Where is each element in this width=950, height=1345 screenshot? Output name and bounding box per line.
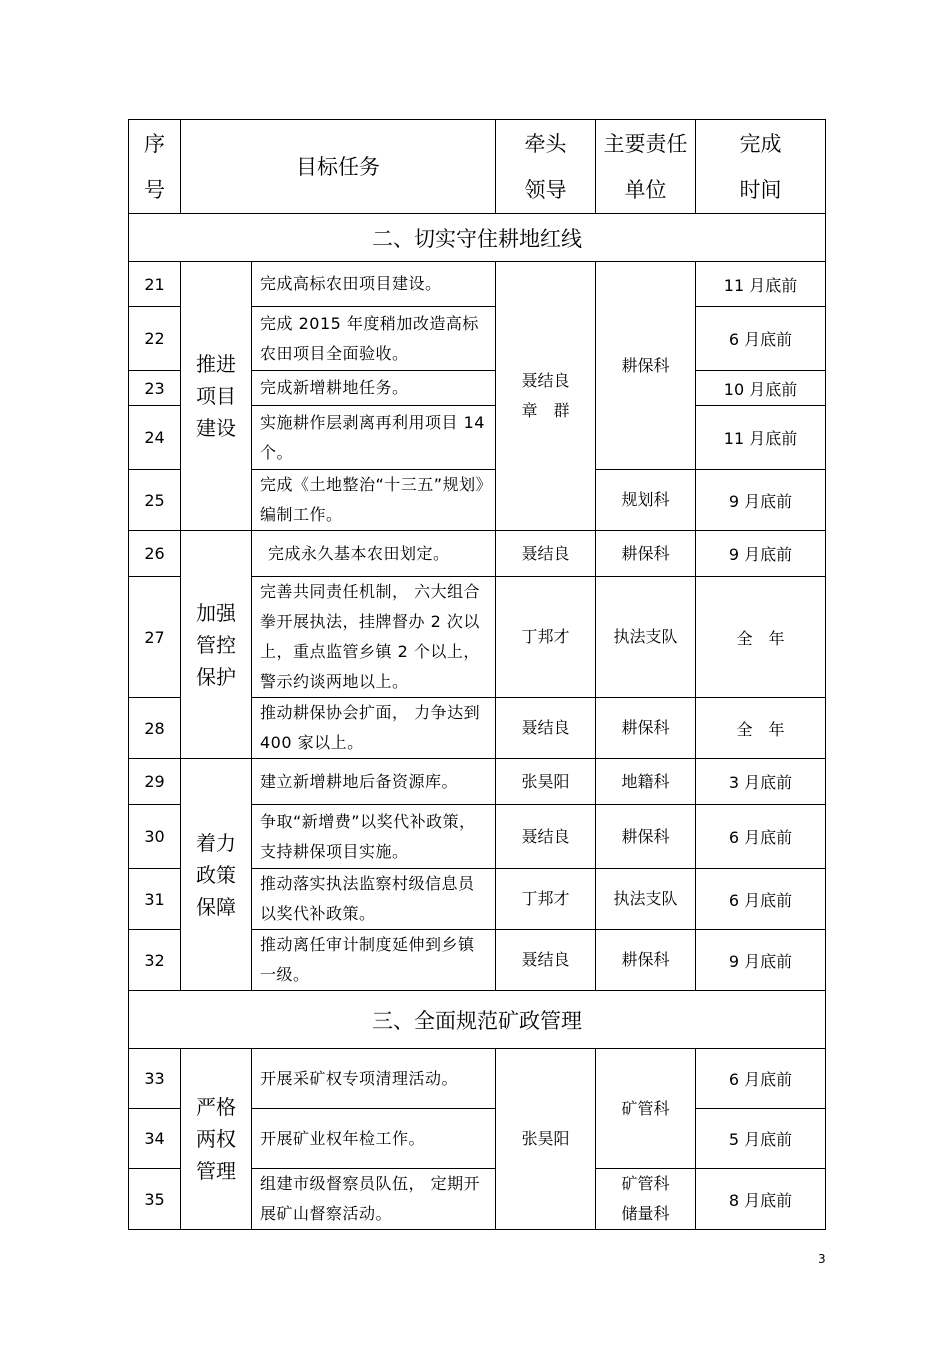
row-number: 30 [129,805,181,869]
group-label-line: 着力 [196,830,236,855]
task-text: 完成《土地整治“十三五”规划》编制工作。 [252,470,496,531]
task-text: 争取“新增费”以奖代补政策，支持耕保项目实施。 [252,805,496,869]
group-label-line: 推进 [196,352,236,376]
section-row [129,214,826,262]
lead-cell: 张昊阳 [496,1049,596,1230]
group-label-line: 建设 [196,416,236,440]
task-text: 实施耕作层剥离再利用项目 14 个。 [252,406,496,470]
row-number: 34 [129,1109,181,1169]
lead-cell [496,262,596,531]
time-cell: 8 月底前 [696,1169,826,1230]
group-label-line: 项目 [196,384,236,408]
row-number: 33 [129,1049,181,1109]
task-text: 推动耕保协会扩面， 力争达到 400 家以上。 [252,698,496,759]
lead-cell: 聂结良 [496,930,596,991]
time-cell: 9 月底前 [696,531,826,577]
task-text: 推动落实执法监察村级信息员以奖代补政策。 [252,869,496,930]
section-title: 三、全面规范矿政管理 [129,991,826,1049]
lead-name: 章 群 [521,401,570,420]
group-label-line: 严格 [196,1095,236,1119]
unit-line: 矿管科 [621,1174,670,1193]
time-cell: 全 年 [696,698,826,759]
lead-cell: 聂结良 [496,805,596,869]
table-row [129,531,826,577]
lead-cell: 聂结良 [496,531,596,577]
lead-cell: 丁邦才 [496,869,596,930]
group-label-line: 保障 [196,894,236,919]
unit-line: 储量科 [621,1204,670,1223]
time-cell: 9 月底前 [696,470,826,531]
row-number: 23 [129,371,181,406]
task-text: 建立新增耕地后备资源库。 [252,759,496,805]
section-title: 二、切实守住耕地红线 [129,214,826,262]
unit-cell: 规划科 [596,470,696,531]
row-number: 32 [129,930,181,991]
group-label [181,1049,252,1230]
task-text: 完成 2015 年度稍加改造高标农田项目全面验收。 [252,307,496,371]
lead-name: 聂结良 [521,371,570,390]
group-label [181,759,252,991]
time-cell: 10 月底前 [696,371,826,406]
row-number: 28 [129,698,181,759]
group-label-line: 保护 [196,664,236,689]
task-text: 组建市级督察员队伍， 定期开展矿山督察活动。 [252,1169,496,1230]
time-cell: 11 月底前 [696,262,826,307]
page-number: 3 [818,1252,826,1266]
task-text: 完善共同责任机制， 六大组合拳开展执法，挂牌督办 2 次以上，重点监管乡镇 2 个以上，警示约谈两地以上。 [252,577,496,698]
task-text: 推动离任审计制度延伸到乡镇一级。 [252,930,496,991]
group-label-line: 管理 [196,1159,236,1183]
header-task: 目标任务 [181,120,496,214]
header-seq: 序号 [129,120,181,214]
lead-cell: 张昊阳 [496,759,596,805]
header-time: 完成时间 [696,120,826,214]
task-text: 完成新增耕地任务。 [252,371,496,406]
lead-cell: 聂结良 [496,698,596,759]
row-number: 21 [129,262,181,307]
group-label [181,531,252,759]
table-row [129,262,826,307]
group-label-line: 两权 [196,1127,236,1151]
table-row [129,759,826,805]
section-row [129,991,826,1049]
task-table [128,119,826,1230]
unit-cell [596,1169,696,1230]
unit-cell: 矿管科 [596,1049,696,1169]
row-number: 31 [129,869,181,930]
time-cell: 6 月底前 [696,805,826,869]
header-lead: 牵头领导 [496,120,596,214]
unit-cell: 地籍科 [596,759,696,805]
task-text: 完成高标农田项目建设。 [252,262,496,307]
row-number: 27 [129,577,181,698]
time-cell: 11 月底前 [696,406,826,470]
group-label [181,262,252,531]
unit-cell: 执法支队 [596,869,696,930]
row-number: 35 [129,1169,181,1230]
row-number: 25 [129,470,181,531]
time-cell: 3 月底前 [696,759,826,805]
row-number: 29 [129,759,181,805]
header-unit: 主要责任单位 [596,120,696,214]
unit-cell: 耕保科 [596,531,696,577]
group-label-line: 加强 [196,600,236,625]
time-cell: 5 月底前 [696,1109,826,1169]
task-text: 开展采矿权专项清理活动。 [252,1049,496,1109]
lead-cell: 丁邦才 [496,577,596,698]
row-number: 24 [129,406,181,470]
header-row [129,120,826,214]
time-cell: 6 月底前 [696,1049,826,1109]
group-label-line: 政策 [196,862,236,887]
table-row [129,1049,826,1109]
row-number: 26 [129,531,181,577]
task-text: 完成永久基本农田划定。 [252,531,496,577]
time-cell: 9 月底前 [696,930,826,991]
task-text: 开展矿业权年检工作。 [252,1109,496,1169]
time-cell: 6 月底前 [696,869,826,930]
unit-cell: 耕保科 [596,805,696,869]
row-number: 22 [129,307,181,371]
time-cell: 6 月底前 [696,307,826,371]
unit-cell: 耕保科 [596,930,696,991]
unit-cell: 耕保科 [596,262,696,470]
unit-cell: 耕保科 [596,698,696,759]
time-cell: 全 年 [696,577,826,698]
unit-cell: 执法支队 [596,577,696,698]
group-label-line: 管控 [196,632,236,657]
